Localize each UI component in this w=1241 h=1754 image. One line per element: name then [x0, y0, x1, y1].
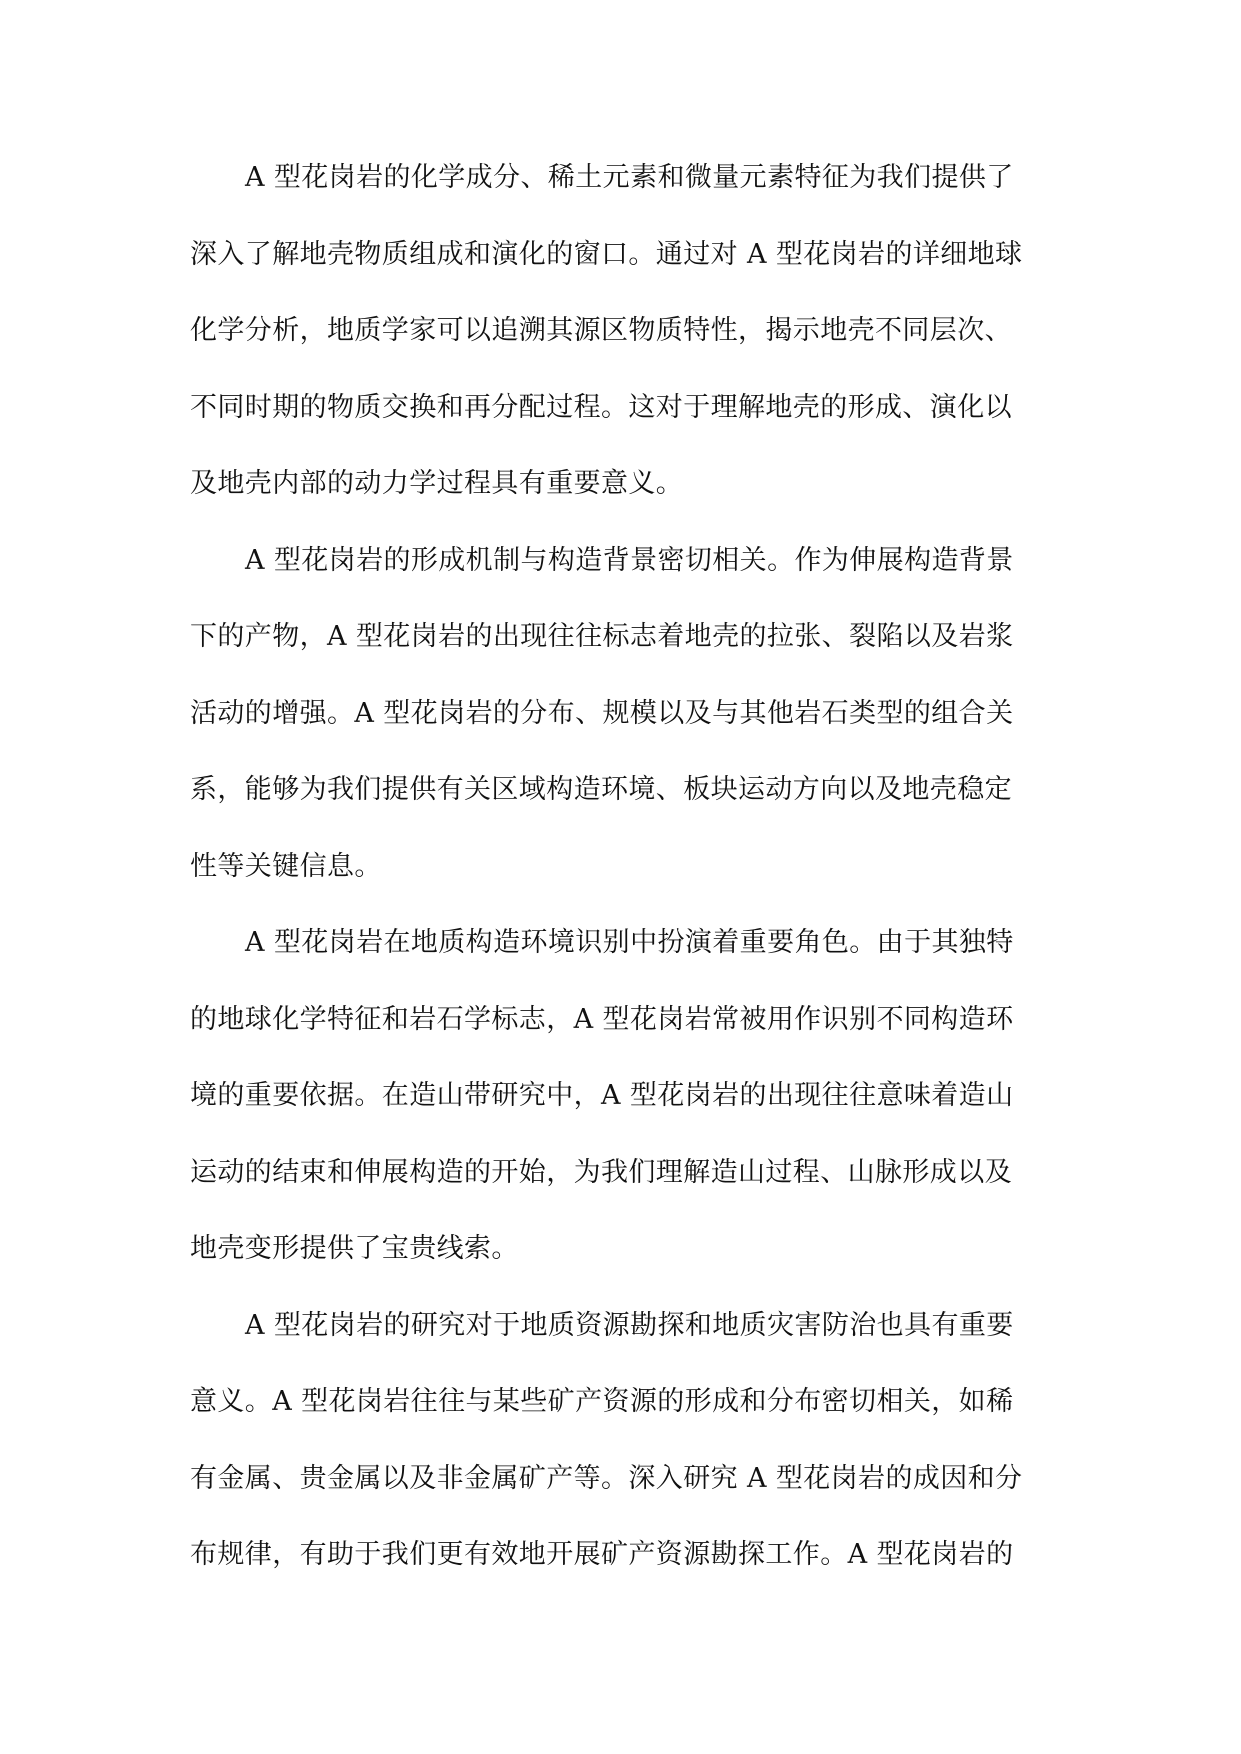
paragraph-line: 的地球化学特征和岩石学标志，A 型花岗岩常被用作识别不同构造环 [190, 1003, 1014, 1035]
paragraph-line: 系，能够为我们提供有关区域构造环境、板块运动方向以及地壳稳定 [190, 774, 1012, 805]
paragraph-line: A 型花岗岩的研究对于地质资源勘探和地质灾害防治也具有重要 [245, 1309, 1014, 1341]
paragraph-2 [190, 523, 1056, 906]
paragraph-line: 深入了解地壳物质组成和演化的窗口。通过对 A 型花岗岩的详细地球 [190, 238, 1023, 270]
paragraph-line: 境的重要依据。在造山带研究中，A 型花岗岩的出现往往意味着造山 [190, 1080, 1014, 1111]
paragraph-1 [190, 140, 1056, 523]
paragraph-line: 不同时期的物质交换和再分配过程。这对于理解地壳的形成、演化以 [190, 391, 1012, 423]
paragraph-line: A 型花岗岩的形成机制与构造背景密切相关。作为伸展构造背景 [245, 544, 1014, 576]
paragraph-line: 布规律，有助于我们更有效地开展矿产资源勘探工作。A 型花岗岩的 [190, 1539, 1014, 1570]
paragraph-3 [190, 905, 1056, 1288]
paragraph-line: 化学分析，地质学家可以追溯其源区物质特性，揭示地壳不同层次、 [190, 315, 1012, 346]
paragraph-line: 活动的增强。A 型花岗岩的分布、规模以及与其他岩石类型的组合关 [190, 697, 1014, 729]
paragraph-line: 地壳变形提供了宝贵线索。 [190, 1233, 519, 1264]
paragraph-4 [190, 1288, 1056, 1594]
paragraph-line: 意义。A 型花岗岩往往与某些矿产资源的形成和分布密切相关，如稀 [190, 1386, 1014, 1417]
paragraph-line: 性等关键信息。 [190, 850, 382, 882]
paragraph-line: 下的产物，A 型花岗岩的出现往往标志着地壳的拉张、裂陷以及岩浆 [190, 621, 1014, 652]
paragraph-line: A 型花岗岩在地质构造环境识别中扮演着重要角色。由于其独特 [245, 927, 1014, 958]
paragraph-line: 有金属、贵金属以及非金属矿产等。深入研究 A 型花岗岩的成因和分 [190, 1462, 1023, 1494]
paragraph-line: A 型花岗岩的化学成分、稀土元素和微量元素特征为我们提供了 [245, 162, 1014, 193]
paragraph-line: 及地壳内部的动力学过程具有重要意义。 [190, 468, 684, 499]
document-body [190, 140, 1056, 1594]
paragraph-line: 运动的结束和伸展构造的开始，为我们理解造山过程、山脉形成以及 [190, 1156, 1012, 1188]
